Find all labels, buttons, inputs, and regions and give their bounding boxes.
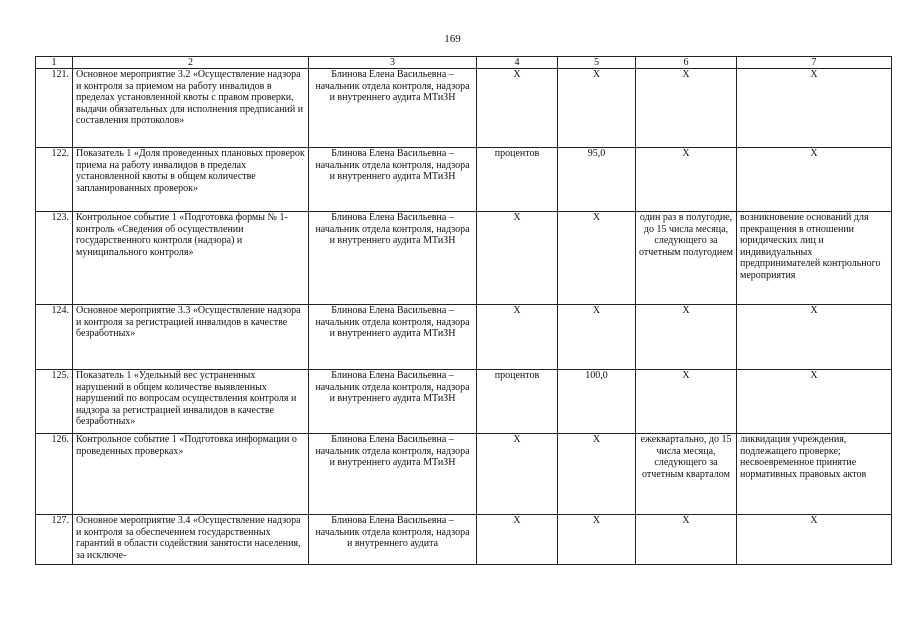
table-row (36, 148, 892, 212)
activity-cell: Показатель 1 «Доля проведенных плановых проверок приема на работу инвалидов в пределах установленной квоты в общем количестве запланированных проверок» (73, 148, 309, 212)
risks-cell: Х (737, 148, 892, 212)
deadline-cell: один раз в полугодие, до 15 числа месяца, следующего за отчетным полугодием (636, 212, 737, 305)
responsible-cell: Блинова Елена Васильевна – начальник отдела контроля, надзора и внутреннего аудита МТиЗН (309, 212, 477, 305)
table-row (36, 434, 892, 515)
column-number-row (36, 57, 892, 69)
column-number: 6 (636, 57, 737, 69)
value-cell: Х (558, 69, 636, 148)
deadline-cell: Х (636, 370, 737, 434)
column-number: 2 (73, 57, 309, 69)
unit-cell: Х (477, 515, 558, 565)
row-number: 124. (36, 305, 73, 370)
row-number: 126. (36, 434, 73, 515)
deadline-cell: Х (636, 305, 737, 370)
responsible-cell: Блинова Елена Васильевна – начальник отдела контроля, надзора и внутреннего аудита (309, 515, 477, 565)
row-number: 121. (36, 69, 73, 148)
deadline-cell: Х (636, 148, 737, 212)
unit-cell: Х (477, 212, 558, 305)
column-number: 5 (558, 57, 636, 69)
responsible-cell: Блинова Елена Васильевна – начальник отдела контроля, надзора и внутреннего аудита МТиЗН (309, 434, 477, 515)
value-cell: 95,0 (558, 148, 636, 212)
risks-cell: возникновение оснований для прекращения в отношении юридических лиц и индивидуальных предпринимателей контрольного мероприятия (737, 212, 892, 305)
activity-cell: Контрольное событие 1 «Подготовка формы № 1-контроль «Сведения об осуществлении государственного контроля (надзора) и муниципального контроля» (73, 212, 309, 305)
value-cell: Х (558, 212, 636, 305)
deadline-cell: ежеквартально, до 15 числа месяца, следующего за отчетным кварталом (636, 434, 737, 515)
value-cell: 100,0 (558, 370, 636, 434)
activity-cell: Контрольное событие 1 «Подготовка информации о проведенных проверках» (73, 434, 309, 515)
column-number: 3 (309, 57, 477, 69)
row-number: 125. (36, 370, 73, 434)
table-row (36, 305, 892, 370)
page-number: 169 (444, 33, 461, 45)
column-number: 7 (737, 57, 892, 69)
unit-cell: Х (477, 434, 558, 515)
activity-cell: Показатель 1 «Удельный вес устраненных нарушений в общем количестве выявленных нарушений по вопросам осуществления контроля и надзора за регистрацией инвалидов в качестве безработных» (73, 370, 309, 434)
column-number: 1 (36, 57, 73, 69)
table-row (36, 212, 892, 305)
responsible-cell: Блинова Елена Васильевна – начальник отдела контроля, надзора и внутреннего аудита МТиЗН (309, 148, 477, 212)
deadline-cell: Х (636, 69, 737, 148)
value-cell: Х (558, 434, 636, 515)
deadline-cell: Х (636, 515, 737, 565)
unit-cell: процентов (477, 148, 558, 212)
value-cell: Х (558, 515, 636, 565)
responsible-cell: Блинова Елена Васильевна – начальник отдела контроля, надзора и внутреннего аудита МТиЗН (309, 370, 477, 434)
table-row (36, 69, 892, 148)
risks-cell: ликвидация учреждения, подлежащего проверке; несвоевременное принятие нормативных правовых актов (737, 434, 892, 515)
row-number: 127. (36, 515, 73, 565)
activity-cell: Основное мероприятие 3.4 «Осуществление надзора и контроля за обеспечением государственных гарантий в области содействия занятости населения, за исключе- (73, 515, 309, 565)
responsible-cell: Блинова Елена Васильевна – начальник отдела контроля, надзора и внутреннего аудита МТиЗН (309, 305, 477, 370)
column-number: 4 (477, 57, 558, 69)
responsible-cell: Блинова Елена Васильевна – начальник отдела контроля, надзора и внутреннего аудита МТиЗН (309, 69, 477, 148)
plan-table (35, 56, 892, 565)
activity-cell: Основное мероприятие 3.3 «Осуществление надзора и контроля за регистрацией инвалидов в качестве безработных» (73, 305, 309, 370)
table-row (36, 370, 892, 434)
row-number: 123. (36, 212, 73, 305)
risks-cell: Х (737, 305, 892, 370)
unit-cell: Х (477, 305, 558, 370)
table-row (36, 515, 892, 565)
risks-cell: Х (737, 69, 892, 148)
unit-cell: процентов (477, 370, 558, 434)
risks-cell: Х (737, 370, 892, 434)
risks-cell: Х (737, 515, 892, 565)
value-cell: Х (558, 305, 636, 370)
row-number: 122. (36, 148, 73, 212)
activity-cell: Основное мероприятие 3.2 «Осуществление надзора и контроля за приемом на работу инвалидов в пределах установленной квоты с правом проверки, выдачи обязательных для исполнения предписаний и составления протоколов» (73, 69, 309, 148)
unit-cell: Х (477, 69, 558, 148)
